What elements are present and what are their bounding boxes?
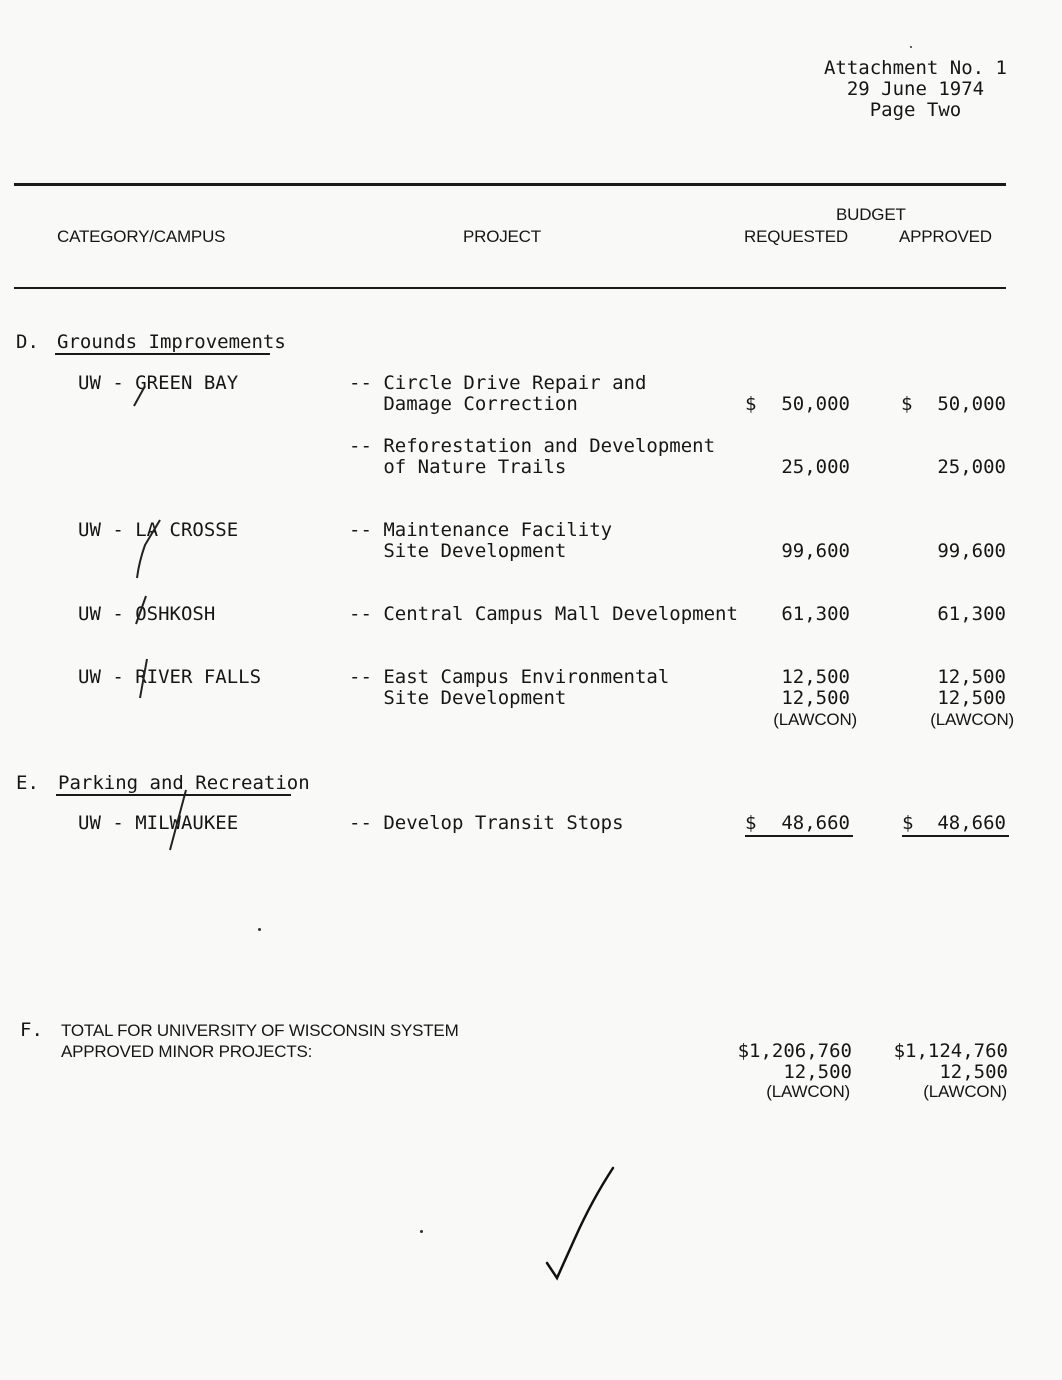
scan-speck [420, 1230, 423, 1233]
page-label: Page Two [869, 99, 962, 121]
campus-name: UW - MILWAUKEE [78, 812, 239, 834]
approved-column-header: APPROVED [899, 227, 992, 246]
scan-speck [258, 928, 261, 931]
total-label-cont: APPROVED MINOR PROJECTS: [61, 1042, 313, 1061]
section-e-title: Parking and Recreation [58, 772, 310, 794]
scan-speck [910, 46, 912, 48]
total-approved: $1,124,760 [893, 1040, 1008, 1062]
handwritten-slash-mark-icon [134, 386, 145, 406]
requested-column-header: REQUESTED [744, 227, 848, 246]
requested-amount: 99,600 [781, 540, 850, 562]
approved-amount: 50,000 [937, 393, 1006, 415]
attachment-number: Attachment No. 1 [823, 57, 1007, 79]
approved-amount: 12,500 [937, 666, 1006, 688]
handwritten-checkmark-icon [547, 1168, 613, 1278]
requested-amount: 61,300 [781, 603, 850, 625]
section-f-letter: F. [20, 1019, 43, 1041]
section-d-letter: D. [16, 331, 39, 353]
approved-dollar-sign: $ [901, 393, 913, 415]
approved-lawcon-label: (LAWCON) [930, 710, 1014, 729]
approved-amount: 25,000 [937, 456, 1006, 478]
project-name: -- East Campus Environmental [349, 666, 670, 688]
handwritten-slash-mark-icon [137, 520, 160, 578]
requested-amount: 48,660 [781, 812, 850, 834]
requested-amount: 50,000 [781, 393, 850, 415]
handwritten-slash-mark-icon [140, 659, 147, 698]
approved-amount: 61,300 [937, 603, 1006, 625]
requested-lawcon-label: (LAWCON) [773, 710, 857, 729]
requested-dollar-sign: $ [745, 393, 757, 415]
project-column-header: PROJECT [463, 227, 541, 246]
handwritten-slash-mark-icon [170, 790, 186, 850]
campus-name: UW - OSHKOSH [78, 603, 216, 625]
approved-amount: 48,660 [937, 812, 1006, 834]
total-requested-lawcon-label: (LAWCON) [766, 1082, 850, 1101]
approved-dollar-sign: $ [902, 812, 914, 834]
approved-amount-lawcon: 12,500 [937, 687, 1006, 709]
project-name: -- Develop Transit Stops [349, 812, 624, 834]
section-d-title: Grounds Improvements [57, 331, 286, 353]
approved-amount: 99,600 [937, 540, 1006, 562]
total-requested: $1,206,760 [737, 1040, 852, 1062]
campus-name: UW - RIVER FALLS [78, 666, 262, 688]
category-column-header: CATEGORY/CAMPUS [57, 227, 226, 246]
project-name-cont: of Nature Trails [349, 456, 567, 478]
project-name: -- Circle Drive Repair and [349, 372, 647, 394]
total-approved-lawcon-label: (LAWCON) [923, 1082, 1007, 1101]
section-e-letter: E. [16, 772, 39, 794]
project-name-cont: Site Development [349, 540, 567, 562]
project-name: -- Reforestation and Development [349, 435, 716, 457]
project-name: -- Maintenance Facility [349, 519, 613, 541]
requested-amount: 12,500 [781, 666, 850, 688]
requested-amount-lawcon: 12,500 [781, 687, 850, 709]
total-requested-lawcon: 12,500 [783, 1061, 852, 1083]
total-approved-lawcon: 12,500 [939, 1061, 1008, 1083]
budget-heading: BUDGET [836, 205, 906, 224]
handwritten-slash-mark-icon [136, 596, 146, 624]
project-name-cont: Site Development [349, 687, 567, 709]
requested-amount: 25,000 [781, 456, 850, 478]
campus-name: UW - GREEN BAY [78, 372, 239, 394]
requested-dollar-sign: $ [745, 812, 757, 834]
total-label: TOTAL FOR UNIVERSITY OF WISCONSIN SYSTEM [61, 1021, 459, 1040]
campus-name: UW - LA CROSSE [78, 519, 239, 541]
project-name-cont: Damage Correction [349, 393, 578, 415]
project-name: -- Central Campus Mall Development [349, 603, 738, 625]
document-date: 29 June 1974 [846, 78, 985, 100]
